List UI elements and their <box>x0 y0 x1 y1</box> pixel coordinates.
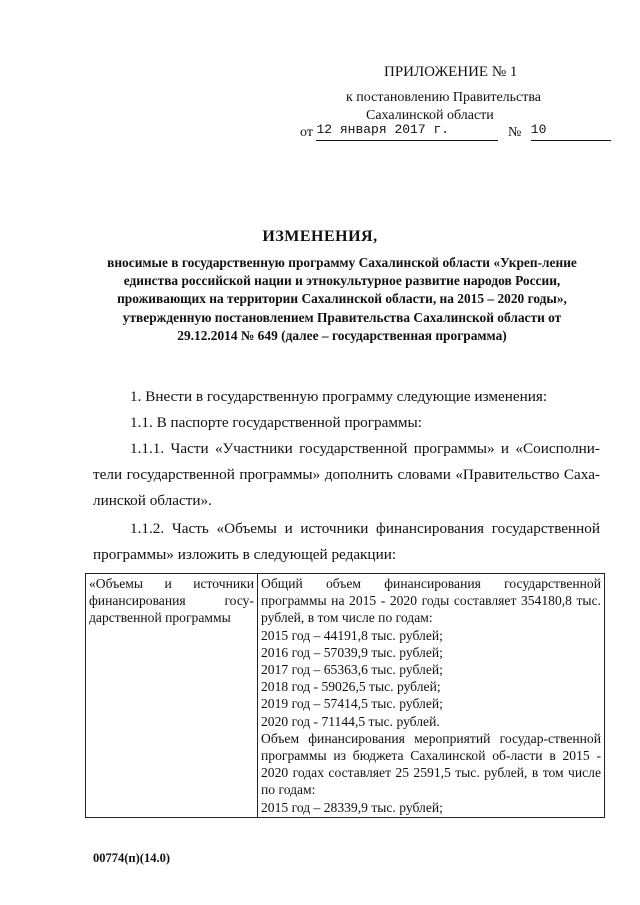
funding-table <box>85 573 605 818</box>
funding-value-cell <box>258 574 605 818</box>
date-from-label: от <box>300 125 313 140</box>
funding-year-line: 2020 год - 71144,5 тыс. рублей. <box>261 713 440 729</box>
appendix-resolution-line: к постановлению Правительства <box>346 90 542 105</box>
appendix-title: ПРИЛОЖЕНИЕ № 1 <box>384 64 518 80</box>
table-row <box>86 574 605 818</box>
paragraph-1-1-1: 1.1.1. Части «Участники государственной программы» и «Соисполни-тели государственной программы» дополнить словами «Правительство Саха-линской области». <box>93 440 600 509</box>
funding-year-line: 2017 год – 65363,6 тыс. рублей; <box>261 662 443 678</box>
date-value: 12 января 2017 г. <box>316 122 498 141</box>
document-subtitle: вносимые в государственную программу Сахалинской области «Укреп-ление единства российской нации и этнокультурное развитие народов России, проживающих на территории Сахалинской области, на 2015 – 2020 годы», утвержденную постановлением Правительства Сахалинской области от 29.12.2014 № 649 (далее – государственная программа) <box>107 255 577 343</box>
funding-year-line: 2016 год – 57039,9 тыс. рублей; <box>261 644 443 660</box>
appendix-region-line: Сахалинской области <box>366 108 494 123</box>
funding-year-line: 2019 год – 57414,5 тыс. рублей; <box>261 696 443 712</box>
funding-regional-intro: Объем финансирования мероприятий государ-ственной программы из бюджета Сахалинской об-ласти в 2015 - 2020 годах составляет 25 2591,5 тыс. рублей, в том числе по годам: <box>261 730 601 798</box>
document-code: 00774(п)(14.0) <box>93 851 170 865</box>
funding-regional-year-line: 2015 год – 28339,9 тыс. рублей; <box>261 799 443 815</box>
paragraph-1-1-2: 1.1.2. Часть «Объемы и источники финансирования государственной программы» изложить в следующей редакции: <box>93 520 600 563</box>
number-value: 10 <box>531 122 611 141</box>
appendix-date-row <box>300 122 611 141</box>
funding-label-cell: «Объемы и источники финансирования госу-дарственной программы <box>86 574 258 818</box>
funding-total-intro: Общий объем финансирования государственной программы на 2015 - 2020 годы составляет 354180,8 тыс. рублей, в том числе по годам: <box>261 576 601 626</box>
paragraph-1: 1. Внести в государственную программу следующие изменения: <box>130 388 548 405</box>
funding-year-line: 2015 год – 44191,8 тыс. рублей; <box>261 627 443 643</box>
funding-year-line: 2018 год - 59026,5 тыс. рублей; <box>261 679 441 695</box>
paragraph-1-1: 1.1. В паспорте государственной программы: <box>130 414 422 431</box>
document-title: ИЗМЕНЕНИЯ, <box>262 228 378 245</box>
number-label: № <box>507 125 522 140</box>
